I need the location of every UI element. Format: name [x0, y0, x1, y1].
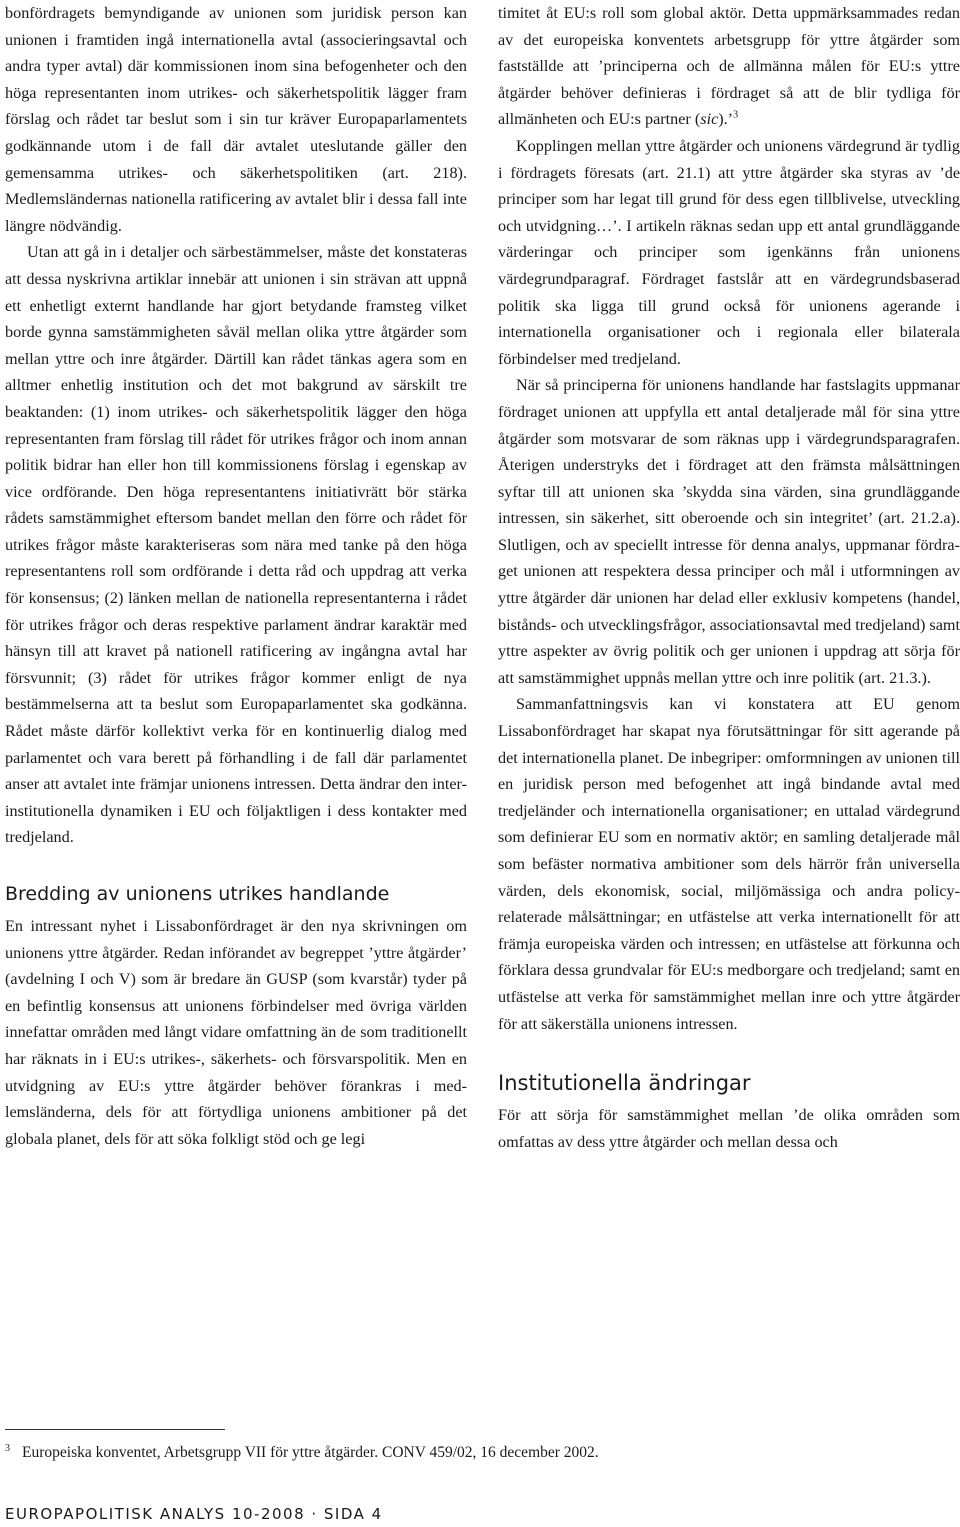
body-paragraph: Sammanfattningsvis kan vi konstatera att EU genom Lissabonfördraget har skapat nya förutsättningar för sitt agerande på det internationella planet. De inbegriper: omformningen av unionen till en juridisk person med befogenhet att ingå bindande avtal med tredjeländer och internationella organisationer; en uttalad värdegrund som definierar EU som en normativ aktör; en samling detaljerade mål som befäster normativa ambitioner som dels härrör från universella värden, dels ekonomisk, social, miljömässiga och andra policyrelaterade målsättningar; en utfästelse att verka internationellt för att främja europeiska värden och intressen; en utfästelse att förkunna och förklara dessa grundvalar för EU:s medborgare och tredjeland; samt en utfästelse att verka för samstämmighet mellan inre och yttre åtgärder för att säkerställa unionens intressen. — [498, 695, 960, 1033]
footnote-number: 3 — [5, 1443, 10, 1454]
footnote-text: Europeiska konventet, Arbetsgrupp VII för yttre åtgärder. CONV 459/02, 16 december 2002. — [22, 1444, 599, 1462]
body-paragraph: För att sörja för samstämmighet mellan ’de olika områden som omfattas av dess yttre åtgärder och mellan dessa och — [498, 1106, 960, 1151]
sic-italic: sic — [700, 110, 719, 129]
paragraph-text: timitet åt EU:s roll som global aktör. Detta uppmärksammades redan av det europeiska konventets arbetsgrupp för yttre åtgärder som fastställde att ’principerna och de allmänna målen för EU:s yttre åtgärder behöver definieras i fördraget så att de blir tydliga för allmänheten och EU:s partner ( — [498, 4, 960, 129]
body-paragraph: Kopplingen mellan yttre åtgärder och unionens värdegrund är tydlig i fördragets föresats (art. 21.1) att yttre åtgärder ska styras av ’de principer som har legat till grund för dess egen tillblivelse, utveckling och utvidgning…’. I artikeln räknas sedan upp ett antal grundläggande värderingar och principer som igenkänns från unionens värdegrundparagraf. Fördraget fastslår att en värdegrundsbaserad politik ska ligga till grund också för unionens agerande i internationella organisationer och i regionala eller bilaterala förbindelser med tredjeland. — [498, 136, 960, 368]
left-column — [5, 0, 467, 1152]
body-paragraph — [498, 0, 960, 133]
footnote-reference[interactable]: 3 — [733, 109, 739, 121]
page-footer: EUROPAPOLITISK ANALYS 10-2008 · SIDA 4 — [5, 1505, 383, 1523]
section-heading: Institutionella ändringar — [498, 1071, 751, 1096]
body-paragraph: Utan att gå in i detaljer och särbestämmelser, måste det konstateras att dessa nyskrivna artiklar innebär att unionen i sin strävan att uppnå ett enhetligt externt handlande har gjort betydande framsteg vilket borde gynna samstämmigheten såväl mellan olika yttre åtgärder som mellan yttre och inre åtgärder. Därtill kan rådet tänkas agera som en alltmer enhetlig institution och det mot bakgrund av särskilt tre beaktanden: (1) inom utrikes- och säkerhetspolitik lägger den höga representanten fram förslag till rådet för utrikes frågor och inom annan politik bidrar han eller hon till kommissionens förslag i egenskap av vice ordförande. Den höga representantens initiativrätt bör stärka rådets samstämmighet eftersom bandet mellan den förre och rådet för utrikes frågor måste karakteriseras som nära med tanke på den höga representantens roll som ordförande i detta råd och uppdrag att verka för konsensus; (2) länken mellan de nationella representanterna i rådet för utrikes frågor och deras respektive parlament ändrar karaktär med hänsyn till att kravet på nationell ratificering av ingångna avtal har försvunnit; (3) rådet för utrikes frågor kommer enligt de nya bestämmelserna att ta beslut som Europaparlamentet ska godkänna. Rådet måste därför kollektivt verka för en kontinuerlig dialog med parlamentet och vara berett på förhandling i de fall där parlamentet anser att avtalet inte främjar unionens intressen. Detta ändrar den inter-institutionella dynamiken i EU och följaktligen i dess kontakter med tredjeland. — [5, 243, 467, 847]
body-paragraph: När så principerna för unionens handlande har fastslagits uppmanar fördraget unionen att uppfylla ett antal detaljerade mål för sina yttre åtgärder som motsvarar de som räknas upp i värdegrundsparagrafen. Återigen understryks det i fördraget att den främsta målsättningen syftar till att unionen ska ’skydda sina värden, sina grundläggande intressen, sin säkerhet, sitt oberoende och sin integritet’ (art. 21.2.a). Slutligen, och av speciellt intresse för denna analys, uppmanar fördraget unionen att respektera dessa principer och mål i utformningen av yttre åtgärder där unionen har delad eller exklusiv kompetens (handel, bistånds- och utvecklingsfrågor, associationsavtal med tredjeland) samt yttre aspekter av övrig politik och ger unionen i uppdrag att sörja för att samstämmighet uppnås mellan yttre och inre politik (art. 21.3.). — [498, 376, 960, 687]
body-paragraph: En intressant nyhet i Lissabonfördraget är den nya skrivningen om unionens yttre åtgärder. Redan införandet av begreppet ’yttre åtgärder’ (avdelning I och V) som är bredare än GUSP (som kvarstår) tyder på en befintlig konsensus att unionens förbindelser med övriga världen innefattar områden med långt vidare omfattning än de som traditionellt har räknats in i EU:s utrikes-, säkerhets- och försvarspolitik. Men en utvidgning av EU:s yttre åtgärder behöver förankras i medlemsländerna, dels för att förtydliga unionens ambitioner på det globala planet, dels för att söka folkligt stöd och ge legi — [5, 917, 467, 1148]
footnote — [5, 1438, 905, 1464]
right-column — [498, 0, 960, 1155]
body-paragraph: bonfördragets bemyndigande av unionen som juridisk person kan unionen i framtiden ingå internationella avtal (associeringsavtal och andra typer avtal) där kommissionen inom sina befogenheter och den höga representanten inom utrikes- och säkerhetspolitik lägger fram förslag och rådet tar beslut som i sin tur kräver Europaparlamentets godkännande utom i de fall där avtalet uteslutande gäller den gemensamma utrikes- och säkerhetspolitiken (art. 218). Medlemsländernas nationella ratificering av avtalet blir i dessa fall inte längre nödvändig. — [5, 4, 467, 235]
section-heading: Bredding av unionens utrikes handlande — [5, 883, 390, 905]
footnote-divider — [5, 1429, 225, 1430]
paragraph-text-end: ).’ — [718, 110, 734, 129]
